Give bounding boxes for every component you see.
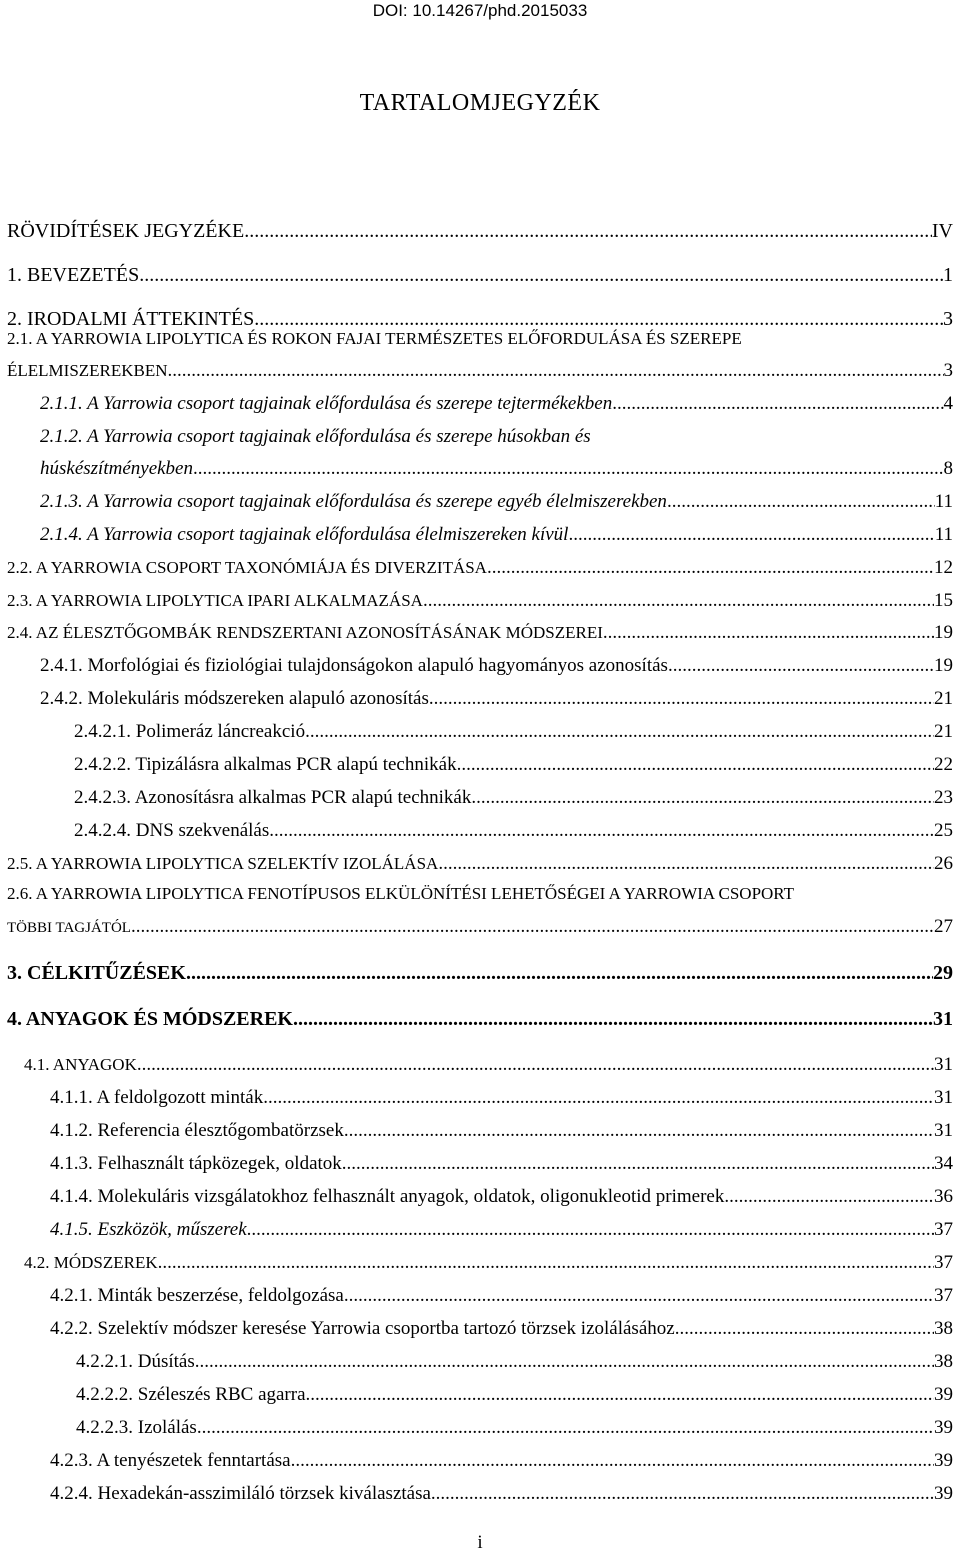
- toc-entry[interactable]: [50, 1153, 953, 1175]
- toc-entry-label: 3. CÉLKITŰZÉSEK: [7, 962, 186, 984]
- toc-entry-label: 2. IRODALMI ÁTTEKINTÉS: [7, 308, 255, 330]
- toc-entry-page: 11: [934, 491, 953, 512]
- toc-entry-page: 39: [934, 1483, 953, 1504]
- toc-entry-label: 2.4.2. Molekuláris módszereken alapuló azonosítás: [40, 688, 429, 709]
- toc-leader: [612, 393, 943, 415]
- toc-entry[interactable]: [7, 360, 953, 382]
- toc-entry[interactable]: [74, 787, 953, 809]
- toc-leader: [247, 1219, 934, 1241]
- toc-entry-page: 4: [943, 393, 953, 414]
- toc-entry[interactable]: [40, 688, 953, 710]
- toc-entry-page: 19: [934, 622, 953, 643]
- toc-entry-page: 38: [934, 1318, 953, 1339]
- toc-leader: [186, 962, 933, 985]
- page-title: TARTALOMJEGYZÉK: [359, 90, 601, 116]
- toc-entry[interactable]: [50, 1120, 953, 1142]
- toc-leader: [269, 820, 934, 842]
- toc-entry-page: 1: [943, 264, 953, 286]
- toc-entry-page: 39: [934, 1417, 953, 1438]
- toc-entry-label: 2.2. A YARROWIA CSOPORT TAXONÓMIÁJA ÉS DIVERZITÁSA: [7, 558, 487, 577]
- toc-entry-label: 4. ANYAGOK ÉS MÓDSZEREK: [7, 1008, 293, 1030]
- toc-entry-label: 4.2.2.3. Izolálás: [76, 1417, 197, 1438]
- toc-leader: [603, 622, 934, 644]
- toc-entry[interactable]: [7, 264, 953, 287]
- toc-entry-page: 31: [933, 1008, 953, 1030]
- toc-entry-page: 38: [934, 1351, 953, 1372]
- toc-leader: [667, 491, 935, 513]
- toc-entry[interactable]: [7, 622, 953, 644]
- toc-entry[interactable]: [24, 1252, 953, 1274]
- toc-leader: [197, 1417, 934, 1439]
- toc-leader: [137, 1054, 934, 1076]
- toc-leader: [423, 590, 934, 612]
- toc-leader: [263, 1087, 934, 1109]
- toc-leader: [431, 1483, 934, 1505]
- toc-entry-page: 31: [934, 1120, 953, 1141]
- toc-entry[interactable]: [7, 1008, 953, 1031]
- toc-entry-label: 2.1.1. A Yarrowia csoport tagjainak előfordulása és szerepe tejtermékekben: [40, 393, 613, 414]
- toc-entry-label: 4.1.1. A feldolgozott minták: [50, 1087, 264, 1108]
- toc-entry-label: 4.1.4. Molekuláris vizsgálatokhoz felhasznált anyagok, oldatok, oligonukleotid primerek: [50, 1186, 725, 1207]
- toc-leader: [568, 524, 934, 546]
- toc-entry[interactable]: [74, 754, 953, 776]
- toc-entry-page: 12: [934, 557, 953, 578]
- toc-entry-label: 2.4.1. Morfológiai és fiziológiai tulajdonságokon alapuló hagyományos azonosítás: [40, 655, 668, 676]
- toc-leader: [195, 1351, 934, 1373]
- toc-entry[interactable]: [50, 1219, 953, 1241]
- toc-entry[interactable]: [50, 1285, 953, 1307]
- toc-leader: [293, 1008, 933, 1031]
- toc-entry-label: 2.1.4. A Yarrowia csoport tagjainak előfordulása élelmiszereken kívül: [40, 524, 569, 545]
- toc-leader: [131, 916, 934, 938]
- toc-entry-label: 4.1.3. Felhasznált tápközegek, oldatok: [50, 1153, 342, 1174]
- toc-leader: [291, 1450, 934, 1472]
- toc-entry[interactable]: [74, 820, 953, 842]
- toc-leader: [139, 264, 943, 287]
- toc-entry[interactable]: [7, 916, 953, 938]
- toc-entry[interactable]: [7, 557, 953, 579]
- toc-entry[interactable]: [24, 1054, 953, 1076]
- toc-entry[interactable]: [74, 721, 953, 743]
- toc-entry-label: RÖVIDÍTÉSEK JEGYZÉKE: [7, 220, 245, 242]
- toc-entry-label: TÖBBI TAGJÁTÓL: [7, 920, 131, 936]
- toc-entry[interactable]: [50, 1186, 953, 1208]
- toc-entry-page: 21: [934, 721, 953, 742]
- toc-entry[interactable]: [40, 491, 953, 513]
- toc-entry-page: 27: [934, 916, 953, 937]
- toc-entry-page: 26: [934, 853, 953, 874]
- toc-entry[interactable]: [76, 1417, 953, 1439]
- toc-entry-page: 37: [934, 1252, 953, 1273]
- toc-leader: [457, 754, 934, 776]
- toc-entry-page: 37: [934, 1285, 953, 1306]
- toc-entry-page: 31: [934, 1054, 953, 1075]
- toc-entry-label: 4.2. MÓDSZEREK: [24, 1253, 158, 1272]
- toc-leader: [675, 1318, 934, 1340]
- toc-entry-line1: 2.1. A YARROWIA LIPOLYTICA ÉS ROKON FAJAI TERMÉSZETES ELŐFORDULÁSA ÉS SZEREPE: [7, 329, 742, 348]
- toc-entry[interactable]: [7, 220, 953, 243]
- toc-entry-label: 2.1.3. A Yarrowia csoport tagjainak előfordulása és szerepe egyéb élelmiszerekben: [40, 491, 667, 512]
- toc-leader: [724, 1186, 934, 1208]
- toc-entry-page: IV: [931, 220, 953, 242]
- toc-entry-page: 31: [934, 1087, 953, 1108]
- toc-entry-label: 4.1. ANYAGOK: [24, 1055, 137, 1074]
- toc-entry[interactable]: [50, 1483, 953, 1505]
- toc-leader: [471, 787, 934, 809]
- toc-entry-label: 2.3. A YARROWIA LIPOLYTICA IPARI ALKALMAZÁSA: [7, 591, 423, 610]
- toc-leader: [438, 853, 934, 875]
- toc-leader: [305, 721, 934, 743]
- toc-entry[interactable]: [7, 308, 953, 331]
- toc-entry-page: 39: [934, 1450, 953, 1471]
- toc-entry-page: 23: [934, 787, 953, 808]
- toc-entry-label: 4.2.2.1. Dúsítás: [76, 1351, 195, 1372]
- toc-leader: [344, 1285, 934, 1307]
- toc-entry-page: 15: [934, 590, 953, 611]
- toc-leader: [429, 688, 934, 710]
- toc-leader: [244, 220, 932, 243]
- toc-entry-line1: 2.1.2. A Yarrowia csoport tagjainak előfordulása és szerepe húsokban és: [40, 426, 591, 447]
- toc-leader: [668, 655, 934, 677]
- toc-entry-page: 37: [934, 1219, 953, 1240]
- toc-entry-label: 2.4. AZ ÉLESZTŐGOMBÁK RENDSZERTANI AZONOSÍTÁSÁNAK MÓDSZEREI: [7, 623, 603, 642]
- doi-header: DOI: 10.14267/phd.2015033: [372, 1, 588, 20]
- toc-entry-label: húskészítményekben: [40, 458, 193, 479]
- toc-leader: [254, 308, 943, 331]
- toc-entry-page: 25: [934, 820, 953, 841]
- toc-entry-page: 39: [934, 1384, 953, 1405]
- toc-entry[interactable]: [50, 1450, 953, 1472]
- toc-entry-label: 4.1.5. Eszközök, műszerek: [50, 1219, 247, 1240]
- toc-entry-label: 2.5. A YARROWIA LIPOLYTICA SZELEKTÍV IZOLÁLÁSA: [7, 854, 439, 873]
- toc-entry-page: 36: [934, 1186, 953, 1207]
- toc-entry-label: 4.2.3. A tenyészetek fenntartása: [50, 1450, 291, 1471]
- toc-entry-page: 34: [934, 1153, 953, 1174]
- toc-entry[interactable]: [40, 524, 953, 546]
- toc-entry-page: 11: [934, 524, 953, 545]
- toc-entry[interactable]: [7, 853, 953, 875]
- toc-entry-label: ÉLELMISZEREKBEN: [7, 361, 168, 380]
- toc-entry[interactable]: [50, 1087, 953, 1109]
- toc-entry-page: 21: [934, 688, 953, 709]
- toc-leader: [168, 360, 944, 382]
- toc-entry[interactable]: [7, 962, 953, 985]
- toc-leader: [487, 557, 934, 579]
- toc-leader: [342, 1153, 934, 1175]
- toc-entry-label: 4.2.2.2. Széleszés RBC agarra: [76, 1384, 306, 1405]
- toc-entry-label: 4.2.4. Hexadekán-asszimiláló törzsek kiválasztása: [50, 1483, 431, 1504]
- toc-entry[interactable]: [7, 590, 953, 612]
- page-number: i: [477, 1532, 483, 1553]
- toc-entry-line1: 2.6. A YARROWIA LIPOLYTICA FENOTÍPUSOS ELKÜLÖNÍTÉSI LEHETŐSÉGEI A YARROWIA CSOPORT: [7, 884, 795, 903]
- toc-entry-label: 2.4.2.1. Polimeráz láncreakció: [74, 721, 306, 742]
- toc-entry-label: 1. BEVEZETÉS: [7, 264, 140, 286]
- toc-entry-label: 4.2.2. Szelektív módszer keresése Yarrowia csoportba tartozó törzsek izolálásához: [50, 1318, 675, 1339]
- toc-leader: [158, 1252, 934, 1274]
- toc-entry-label: 2.4.2.3. Azonosításra alkalmas PCR alapú technikák: [74, 787, 472, 808]
- toc-leader: [193, 458, 944, 480]
- toc-entry-page: 3: [943, 308, 953, 330]
- toc-entry-page: 8: [943, 458, 953, 479]
- toc-entry[interactable]: [50, 1318, 953, 1340]
- toc-entry-label: 4.1.2. Referencia élesztőgombatörzsek: [50, 1120, 344, 1141]
- toc-entry[interactable]: [40, 458, 953, 480]
- toc-entry-page: 3: [943, 360, 953, 381]
- toc-entry-page: 19: [934, 655, 953, 676]
- toc-entry[interactable]: [40, 655, 953, 677]
- toc-entry-label: 2.4.2.2. Tipizálásra alkalmas PCR alapú technikák: [74, 754, 457, 775]
- toc-entry-label: 4.2.1. Minták beszerzése, feldolgozása: [50, 1285, 344, 1306]
- toc-entry[interactable]: [40, 393, 953, 415]
- toc-entry-page: 22: [934, 754, 953, 775]
- toc-entry-page: 29: [933, 962, 953, 984]
- toc-entry[interactable]: [76, 1351, 953, 1373]
- toc-leader: [306, 1384, 934, 1406]
- toc-entry-label: 2.4.2.4. DNS szekvenálás: [74, 820, 270, 841]
- toc-entry[interactable]: [76, 1384, 953, 1406]
- toc-leader: [344, 1120, 934, 1142]
